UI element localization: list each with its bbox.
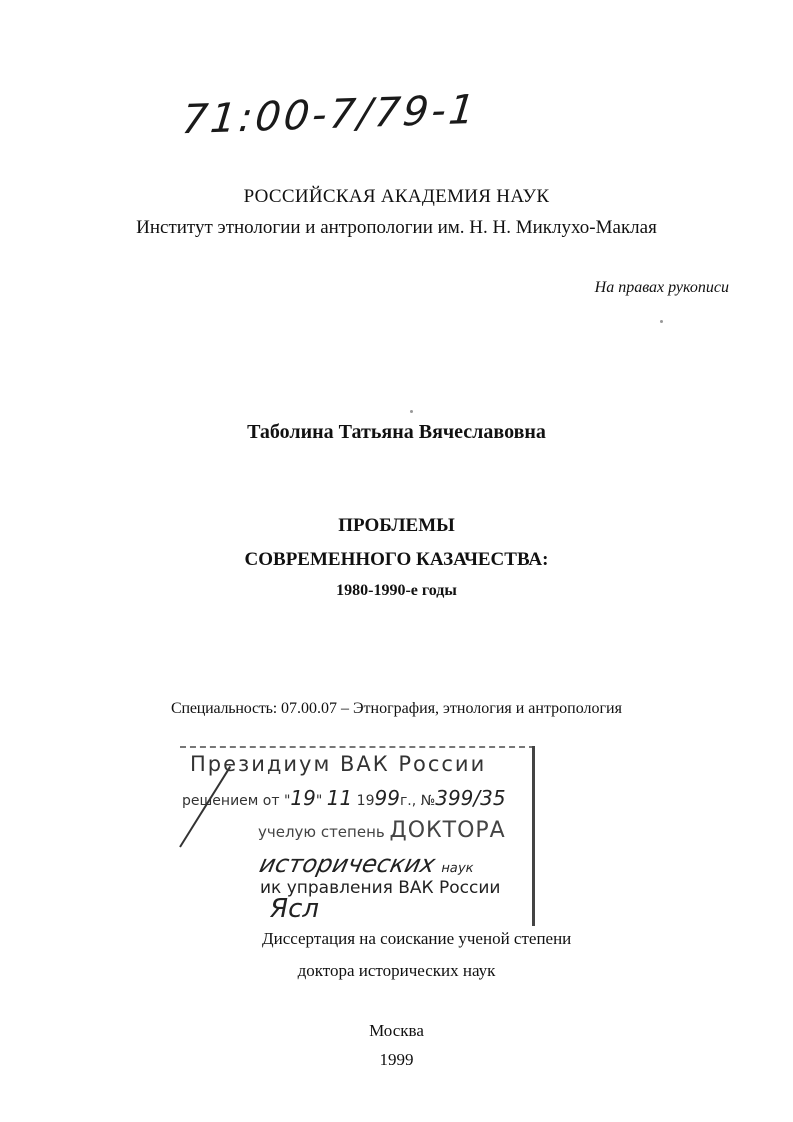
stamp-number-label: г., № (399, 793, 436, 809)
stamp-degree-prefix: учелую степень (258, 823, 385, 841)
rights-note: На правах рукописи (594, 279, 729, 296)
stamp-degree-word: ДОКТОРА (389, 818, 506, 843)
specialty-value: 07.00.07 – Этнография, этнология и антропология (280, 700, 622, 717)
stamp-signature: Ясл (270, 894, 319, 924)
stamp-decision-line: решением от "19" 11 1999г., №399/35 (182, 786, 506, 810)
dissertation-line: Диссертация на соискание ученой степени (262, 929, 572, 948)
year: 1999 (379, 1050, 414, 1069)
archive-number-handwritten: 71:00-7/79-1 (179, 86, 480, 144)
academy-name: РОССИЙСКАЯ АКАДЕМИЯ НАУК (243, 186, 550, 207)
stamp-presidium: Президиум ВАК России (190, 752, 487, 776)
stamp-number: 399/35 (435, 786, 506, 810)
author-name: Таболина Татьяна Вячеславовна (247, 421, 546, 443)
institute-name: Институт этнологии и антропологии им. Н. Н. Миклухо-Маклая (136, 217, 657, 238)
stamp-degree-line (258, 818, 506, 843)
stamp-science-suffix: наук (439, 861, 476, 876)
vak-stamp (180, 746, 535, 926)
stamp-month: 11 (326, 786, 353, 810)
stamp-border-right (532, 746, 535, 926)
title-line-2: СОВРЕМЕННОГО КАЗАЧЕСТВА: (244, 549, 549, 570)
degree-line: доктора исторических наук (297, 961, 496, 980)
stamp-science-handwritten: исторических (257, 850, 438, 878)
specialty (171, 700, 622, 718)
title-line-1: ПРОБЛЕМЫ (338, 515, 455, 536)
stamp-border-top (180, 746, 535, 748)
stamp-year-prefix: 19 (356, 793, 375, 809)
scan-speck (410, 410, 413, 413)
stamp-day: 19 (290, 786, 316, 810)
stamp-decision-prefix: решением от " (182, 793, 291, 809)
stamp-office: ик управления ВАК России (260, 878, 501, 898)
title-years: 1980-1990-е годы (336, 582, 457, 599)
city: Москва (369, 1021, 424, 1040)
stamp-year-suffix: 99 (374, 786, 400, 810)
stamp-science-line (257, 850, 477, 878)
scan-speck (660, 320, 663, 323)
specialty-label: Специальность: (171, 700, 277, 717)
